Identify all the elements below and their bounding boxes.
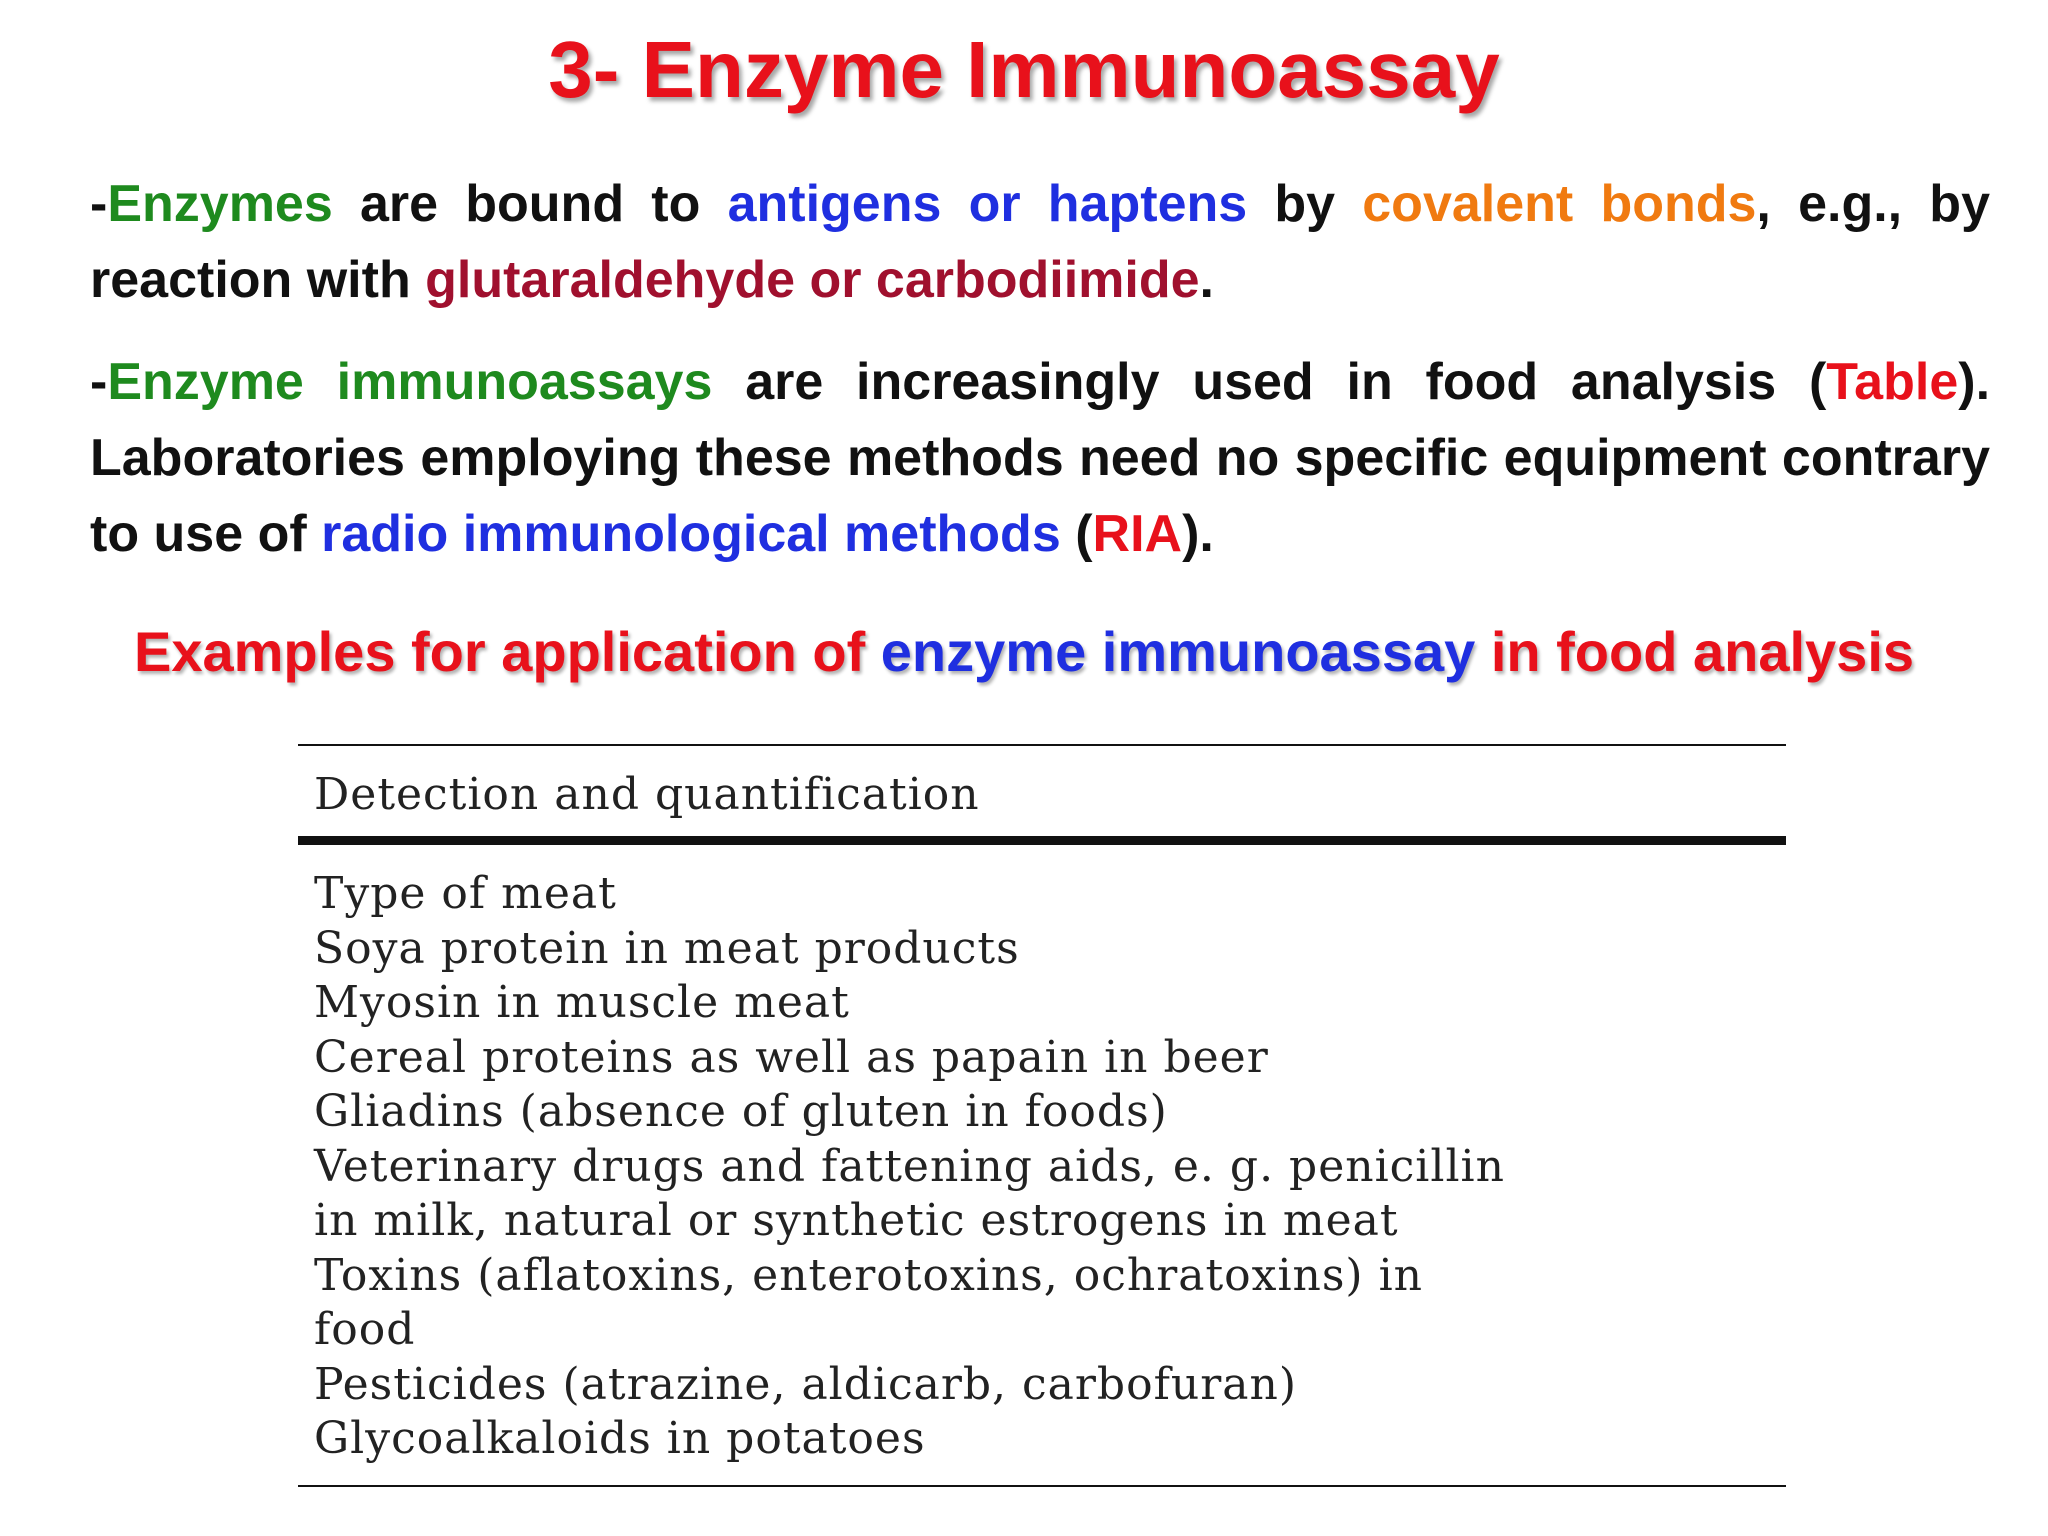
term-covalent-bonds: covalent bonds [1362,175,1757,233]
text-segment: by [1247,175,1363,233]
text-segment: ). Laboratories employing these methods need no specific equipment contrary to use of [90,353,1991,563]
paragraph-enzymes-bound [90,166,1990,318]
text-segment: , e.g., by reaction with [90,175,1990,309]
paragraph-enzyme-immunoassays [90,344,1990,572]
table-header-rule [298,836,1786,845]
slide-title: 3- Enzyme Immunoassay [548,25,1500,114]
table-row: Veterinary drugs and fattening aids, e. g. penicillin [314,1140,1505,1192]
table-row: Cereal proteins as well as papain in beer [314,1031,1269,1083]
table-row: Gliadins (absence of gluten in foods) [314,1086,1168,1137]
text-segment: are bound to [332,175,728,233]
subtitle-part-red: Examples for application of [133,620,881,683]
table-row: Toxins (aflatoxins, enterotoxins, ochratoxins) in [314,1249,1423,1301]
table-row: Type of meat [314,868,617,919]
table-row: food [314,1304,416,1355]
term-ria: RIA [1092,505,1183,563]
text-segment: ). [1182,505,1214,563]
dash: - [90,175,108,233]
text-segment: . [1199,251,1214,309]
dash: - [90,353,108,411]
term-antigens-haptens: antigens or haptens [727,175,1248,233]
table-row: in milk, natural or synthetic estrogens in meat [314,1195,1399,1246]
subtitle-part-red-end: in food analysis [1475,620,1915,683]
term-enzymes: Enzymes [107,175,333,233]
table-body [298,845,1786,1485]
table-row: Myosin in muscle meat [314,977,850,1028]
text-segment: ( [1060,505,1093,563]
term-table: Table [1826,353,1959,411]
subtitle-part-blue: enzyme immunoassay [880,620,1476,683]
table-row: Glycoalkaloids in potatoes [314,1413,926,1464]
table-row: Soya protein in meat products [314,922,1020,974]
examples-subtitle [0,612,2048,692]
table-header: Detection and quantification [314,769,980,820]
table-row: Pesticides (atrazine, aldicarb, carbofuran) [314,1358,1297,1410]
term-enzyme-immunoassays: Enzyme immunoassays [107,353,713,411]
text-segment: are increasingly used in food analysis ( [712,353,1827,411]
term-radio-immunological: radio immunological methods [321,505,1061,563]
table-bottom-rule [298,1485,1786,1487]
term-glutaraldehyde: glutaraldehyde or carbodiimide [425,251,1200,309]
applications-table [298,744,1786,1487]
